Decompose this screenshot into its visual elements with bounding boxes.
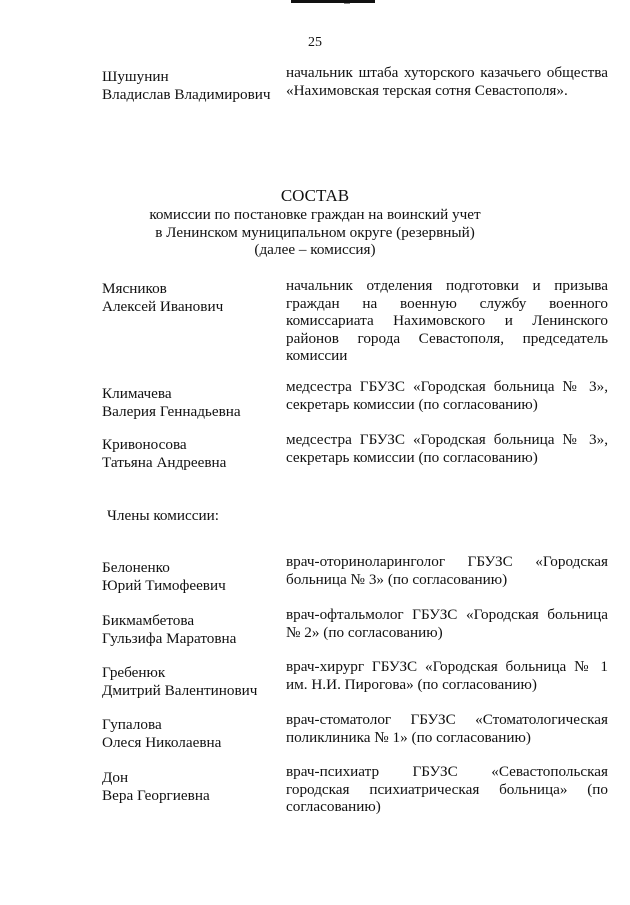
top-stamp-tick xyxy=(344,3,350,4)
given-names: Юрий Тимофеевич xyxy=(102,576,226,594)
person-role: врач-стоматолог ГБУЗС «Стоматологическая поликлиника № 1» (по согласованию) xyxy=(286,711,608,746)
surname: Гребенюк xyxy=(102,664,166,681)
surname: Шушунин xyxy=(102,68,169,85)
person-name xyxy=(102,716,287,751)
person-role: врач-офтальмолог ГБУЗС «Городская больница № 2» (по согласованию) xyxy=(286,606,608,641)
top-entry-name xyxy=(102,68,287,103)
given-names: Татьяна Андреевна xyxy=(102,453,227,471)
given-names: Владислав Владимирович xyxy=(102,85,271,103)
top-stamp-mark xyxy=(291,0,375,3)
heading-line-3: (далее – комиссия) xyxy=(254,241,376,258)
person-name xyxy=(102,436,287,471)
person-name xyxy=(102,664,287,699)
given-names: Вера Георгиевна xyxy=(102,786,210,804)
given-names: Валерия Геннадьевна xyxy=(102,402,241,420)
person-role: врач-оториноларинголог ГБУЗС «Городская больница № 3» (по согласованию) xyxy=(286,553,608,588)
surname: Мясников xyxy=(102,280,167,297)
page-number: 25 xyxy=(308,35,322,50)
surname: Кривоносова xyxy=(102,436,187,453)
person-role: врач-психиатр ГБУЗС «Севастопольская городская психиатрическая больница» (по согласованию) xyxy=(286,763,608,815)
given-names: Алексей Иванович xyxy=(102,297,224,315)
surname: Дон xyxy=(102,769,129,786)
person-name xyxy=(102,612,287,647)
surname: Бикмамбетова xyxy=(102,612,195,629)
composition-heading xyxy=(0,186,630,259)
person-name xyxy=(102,769,287,804)
given-names: Дмитрий Валентинович xyxy=(102,681,258,699)
surname: Климачева xyxy=(102,385,172,402)
person-role: врач-хирург ГБУЗС «Городская больница № 1 им. Н.И. Пирогова» (по согласованию) xyxy=(286,658,608,693)
person-role: медсестра ГБУЗС «Городская больница № 3», секретарь комиссии (по согласованию) xyxy=(286,431,608,466)
heading-title: СОСТАВ xyxy=(280,186,350,205)
given-names: Олеся Николаевна xyxy=(102,733,222,751)
person-role: медсестра ГБУЗС «Городская больница № 3», секретарь комиссии (по согласованию) xyxy=(286,378,608,413)
heading-line-2: в Ленинском муниципальном округе (резервный) xyxy=(155,223,475,241)
person-name xyxy=(102,280,287,315)
person-name xyxy=(102,559,287,594)
surname: Белоненко xyxy=(102,559,170,576)
members-label: Члены комиссии: xyxy=(107,507,219,524)
person-name xyxy=(102,385,287,420)
given-names: Гульзифа Маратовна xyxy=(102,629,237,647)
top-entry-role: начальник штаба хуторского казачьего общества «Нахимовская терская сотня Севастополя». xyxy=(286,64,608,99)
person-role: начальник отделения подготовки и призыва граждан на военную службу военного комиссариата Нахимовского и Ленинского районов города Севастополя, председатель комиссии xyxy=(286,277,608,364)
surname: Гупалова xyxy=(102,716,162,733)
heading-line-1: комиссии по постановке граждан на воинский учет xyxy=(149,206,481,223)
